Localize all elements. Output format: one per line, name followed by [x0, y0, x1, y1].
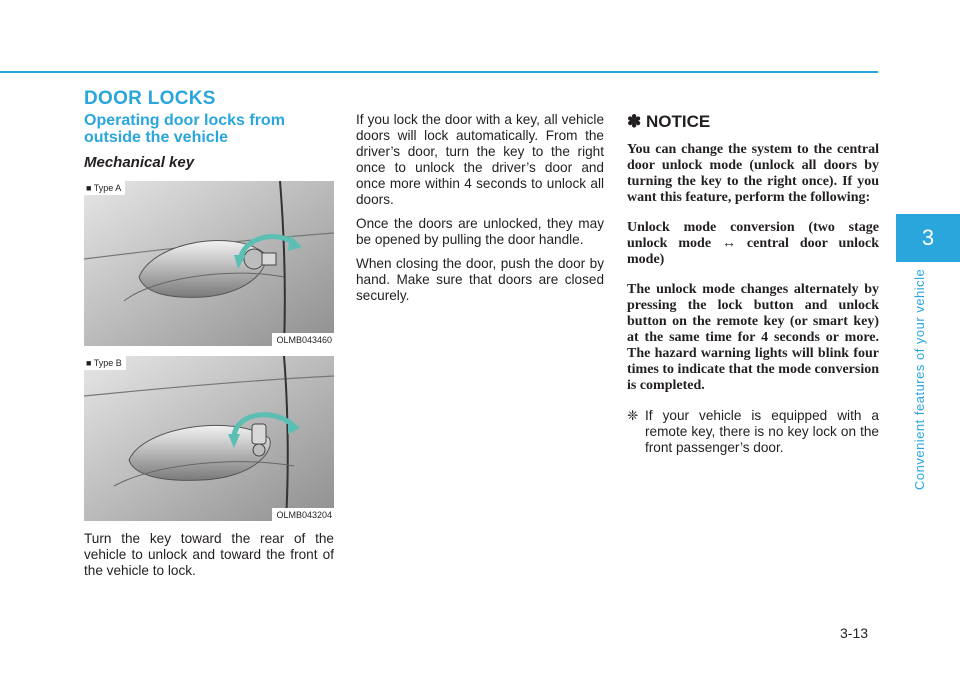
figure-code: OLMB043204 [272, 508, 334, 521]
chapter-title: Convenient features of your vehicle [912, 268, 927, 490]
key-turn-paragraph: Turn the key toward the rear of the vehicle to unlock and toward the front of the vehicle to lock. [84, 531, 334, 578]
note-mark-icon: ❈ [627, 408, 639, 423]
figure-type-label: ■ Type A [84, 181, 125, 195]
figure-type-label: ■ Type B [84, 356, 126, 370]
notice-paragraph: Unlock mode conversion (two stage unlock mode ↔ central door unlock mode) [627, 220, 879, 267]
chapter-side-label [908, 268, 932, 492]
paragraph: If you lock the door with a key, all vehicle doors will lock automatically. From the driver’s door, turn the key to the right once to unlock the driver’s door and once more within 4 seconds to unlock all doors. [356, 112, 604, 207]
notice-paragraph: You can change the system to the central door unlock mode (unlock all doors by turning the key to the right once). If you want this feature, perform the following: [627, 142, 879, 205]
paragraph: When closing the door, push the door by hand. Make sure that doors are closed securely. [356, 256, 604, 303]
chapter-tab [896, 214, 960, 262]
column-2 [356, 112, 604, 312]
door-handle-illustration-a [84, 181, 334, 346]
subsection-heading: Operating door locks from outside the vehicle [84, 112, 285, 146]
notice-title: ✽ NOTICE [627, 112, 711, 131]
figure-code: OLMB043460 [272, 333, 334, 346]
header-rule [0, 71, 878, 73]
notice-box [627, 112, 879, 456]
door-handle-illustration-b [84, 356, 334, 521]
notice-note [627, 408, 879, 456]
figure-type-a [84, 181, 334, 346]
notice-paragraph: The unlock mode changes alternately by pressing the lock button and unlock button on the remote key (or smart key) at the same time for 4 seconds or more. The hazard warning lights will blink four times to indicate that the mode conversion is completed. [627, 282, 879, 393]
column-1 [84, 112, 334, 587]
page-number: 3-13 [840, 625, 869, 641]
paragraph: Once the doors are unlocked, they may be opened by pulling the door handle. [356, 216, 604, 247]
section-title: DOOR LOCKS [84, 88, 216, 109]
figure-type-b [84, 356, 334, 521]
chapter-number: 3 [921, 225, 935, 250]
note-text: If your vehicle is equipped with a remote key, there is no key lock on the front passenger’s door. [645, 408, 879, 455]
mechanical-key-heading: Mechanical key [84, 154, 195, 171]
